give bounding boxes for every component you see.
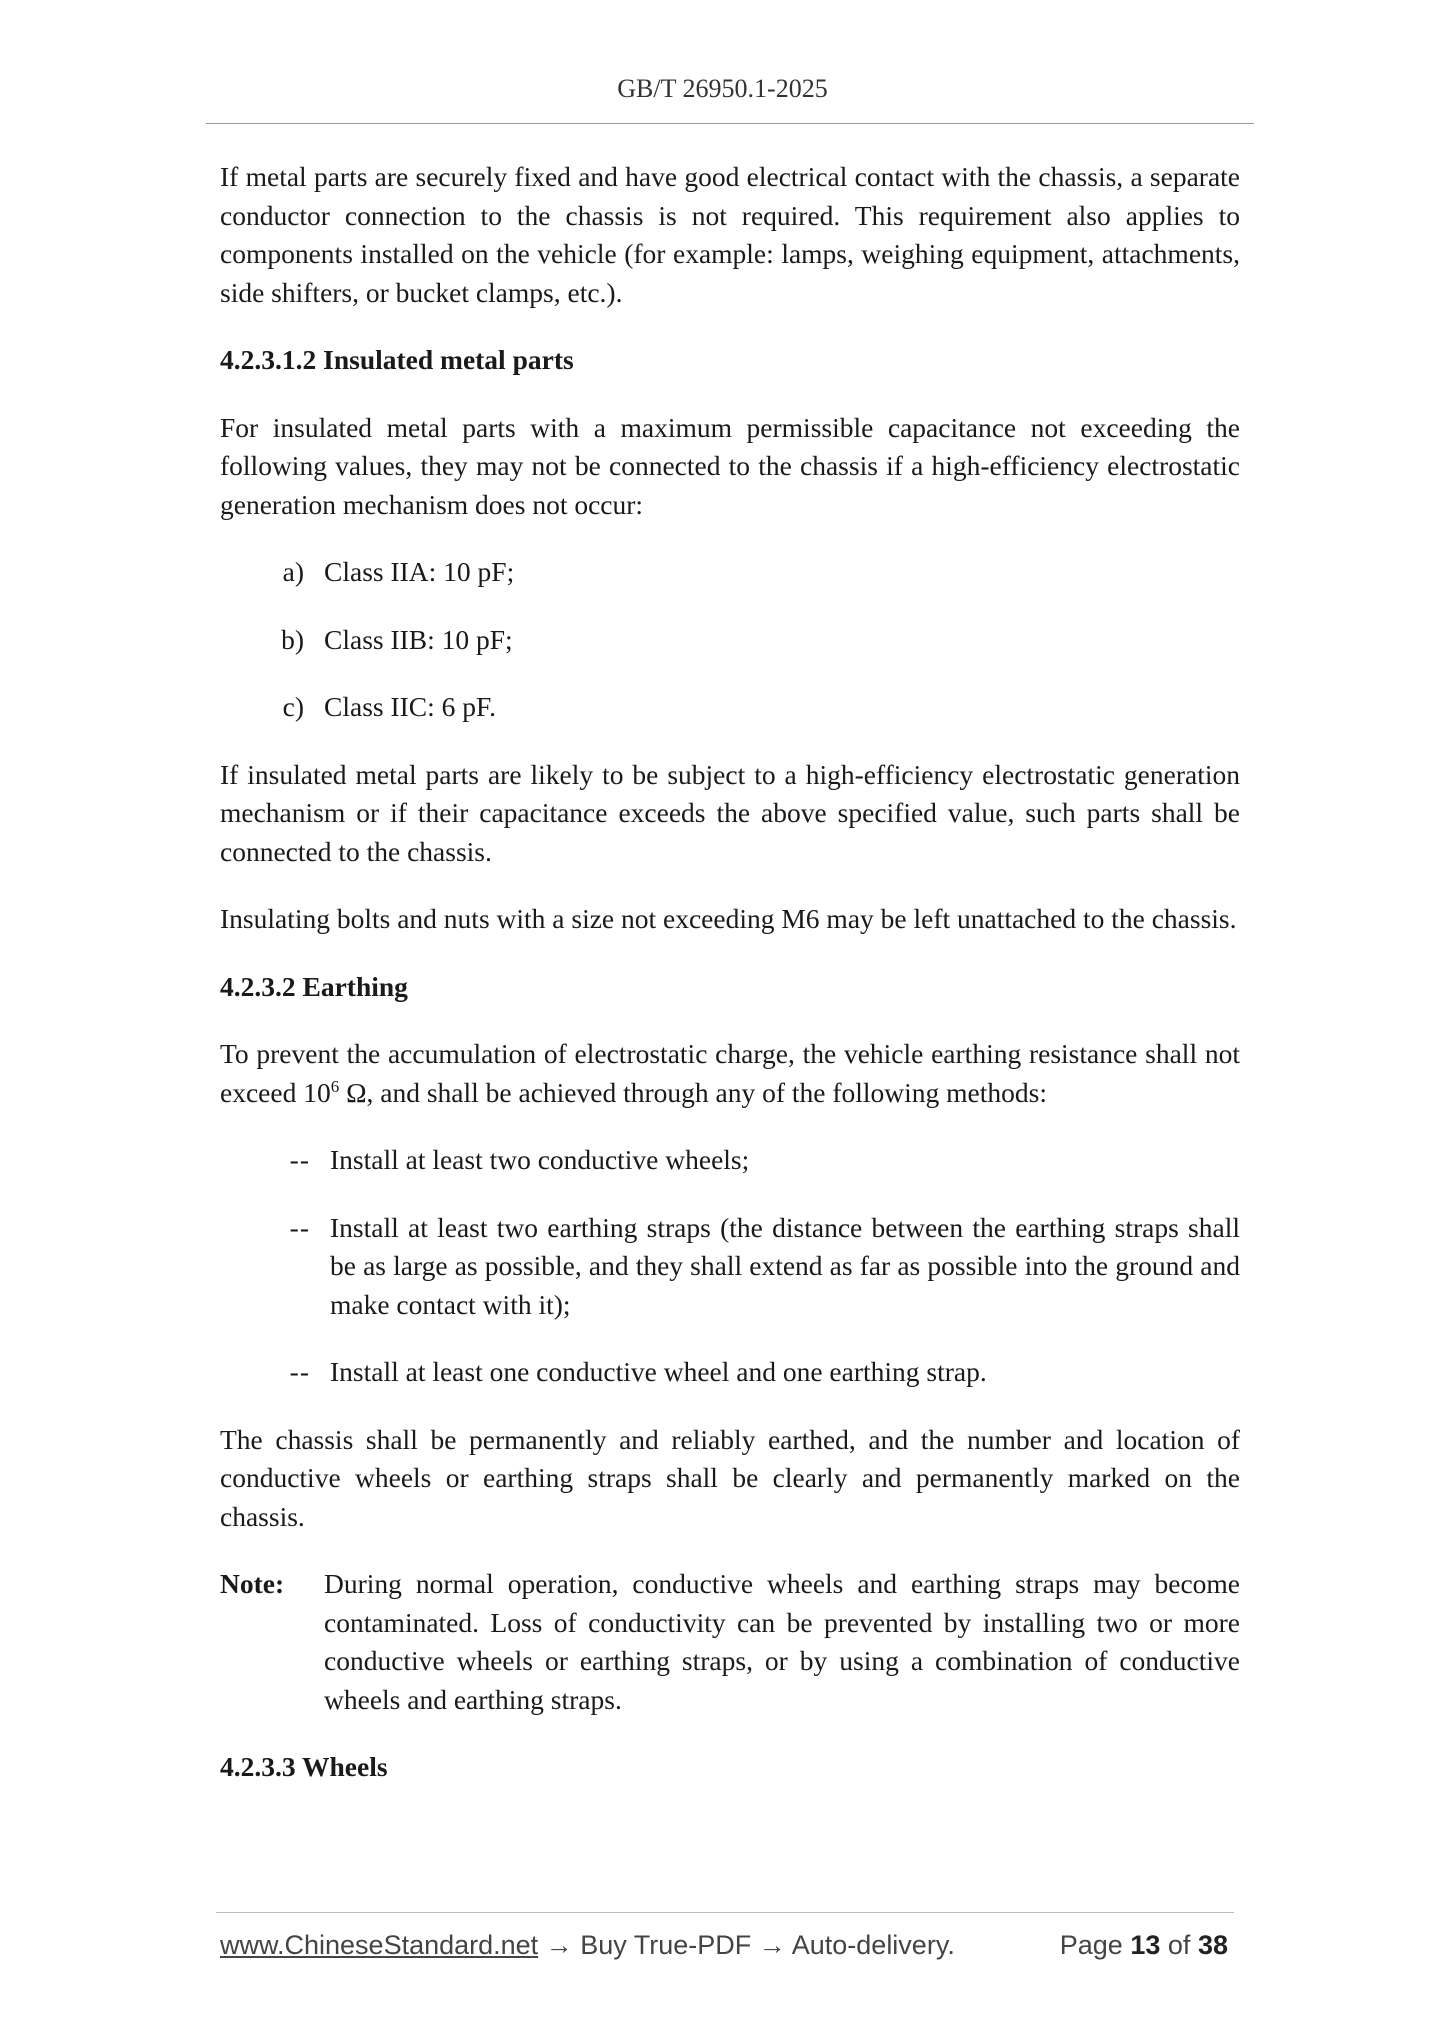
document-body [220, 158, 1240, 1816]
list-marker: -- [289, 1356, 310, 1387]
note-text: During normal operation, conductive wheels and earthing straps may become contaminated. Loss of conductivity can be prevented by installing two or more conductive wheels or earthing straps, or by using a combination of conductive wheels and earthing straps. [324, 1568, 1240, 1715]
page-total: 38 [1197, 1930, 1228, 1960]
paragraph-insulating-bolts: Insulating bolts and nuts with a size not exceeding M6 may be left unattached to the chassis. [220, 903, 1237, 934]
paragraph-metal-parts-fixed: If metal parts are securely fixed and have good electrical contact with the chassis, a separate conductor connection to the chassis is not required. This requirement also applies to components installed on the vehicle (for example: lamps, weighing equipment, attachments, side shifters, or bucket clamps, etc.). [220, 161, 1240, 308]
paragraph-capacitance-limits: For insulated metal parts with a maximum permissible capacitance not exceeding the following values, they may not be connected to the chassis if a high-efficiency electrostatic generation mechanism does not occur: [220, 411, 1240, 520]
section-heading-insulated-metal-parts: 4.2.3.1.2 Insulated metal parts [220, 344, 574, 375]
list-item-method-combined [220, 1353, 1240, 1392]
earthing-exponent: 6 [330, 1076, 340, 1096]
page-footer [220, 1930, 1234, 1961]
list-marker: -- [289, 1211, 310, 1243]
list-item-text: Install at least two earthing straps (the distance between the earthing straps shall be as large as possible, and they shall extend as far as possible into the ground and make contact with it); [330, 1211, 1240, 1320]
list-marker: c) [282, 691, 304, 722]
header-divider [206, 123, 1254, 124]
paragraph-earthing-resistance [220, 1035, 1240, 1112]
earthing-text-before: To prevent the accumulation of electrostatic charge, the vehicle earthing resistance shall not exceed 10 [220, 1038, 1240, 1108]
note-block [220, 1565, 1240, 1719]
paragraph-connect-to-chassis: If insulated metal parts are likely to be subject to a high-efficiency electrostatic generation mechanism or if their capacitance exceeds the above specified value, such parts shall be connected to the chassis. [220, 758, 1240, 867]
of-label: of [1167, 1930, 1191, 1960]
list-item-method-wheels [220, 1141, 1240, 1180]
list-marker: a) [282, 556, 304, 587]
list-marker: -- [289, 1144, 310, 1175]
list-item-text: Class IIC: 6 pF. [324, 691, 496, 722]
section-heading-earthing: 4.2.3.2 Earthing [220, 970, 408, 1002]
list-item-text: Class IIA: 10 pF; [324, 556, 515, 587]
footer-tagline: → Buy True-PDF → Auto-delivery. [538, 1930, 955, 1960]
list-item-text: Class IIB: 10 pF; [324, 623, 513, 655]
list-item-class-iic [220, 688, 1240, 727]
paragraph-chassis-earthed: The chassis shall be permanently and reliably earthed, and the number and location of conductive wheels or earthing straps shall be clearly and permanently marked on the chassis. [220, 1423, 1240, 1532]
page-label: Page [1059, 1930, 1123, 1960]
page-number: 13 [1130, 1930, 1161, 1960]
note-label: Note: [220, 1568, 285, 1599]
website-link[interactable]: www.ChineseStandard.net [220, 1930, 539, 1960]
list-item-text: Install at least two conductive wheels; [330, 1144, 750, 1175]
section-heading-wheels: 4.2.3.3 Wheels [220, 1751, 388, 1782]
list-item-class-iib [220, 621, 1240, 660]
list-marker: b) [281, 623, 304, 655]
earthing-text-after: Ω, and shall be achieved through any of the following methods: [339, 1076, 1047, 1108]
list-item-method-straps [220, 1209, 1240, 1325]
document-code: GB/T 26950.1-2025 [617, 74, 828, 103]
list-item-class-iia [220, 553, 1240, 592]
list-item-text: Install at least one conductive wheel and one earthing strap. [330, 1356, 987, 1387]
page-indicator [1060, 1930, 1228, 1961]
footer-divider [216, 1912, 1234, 1913]
